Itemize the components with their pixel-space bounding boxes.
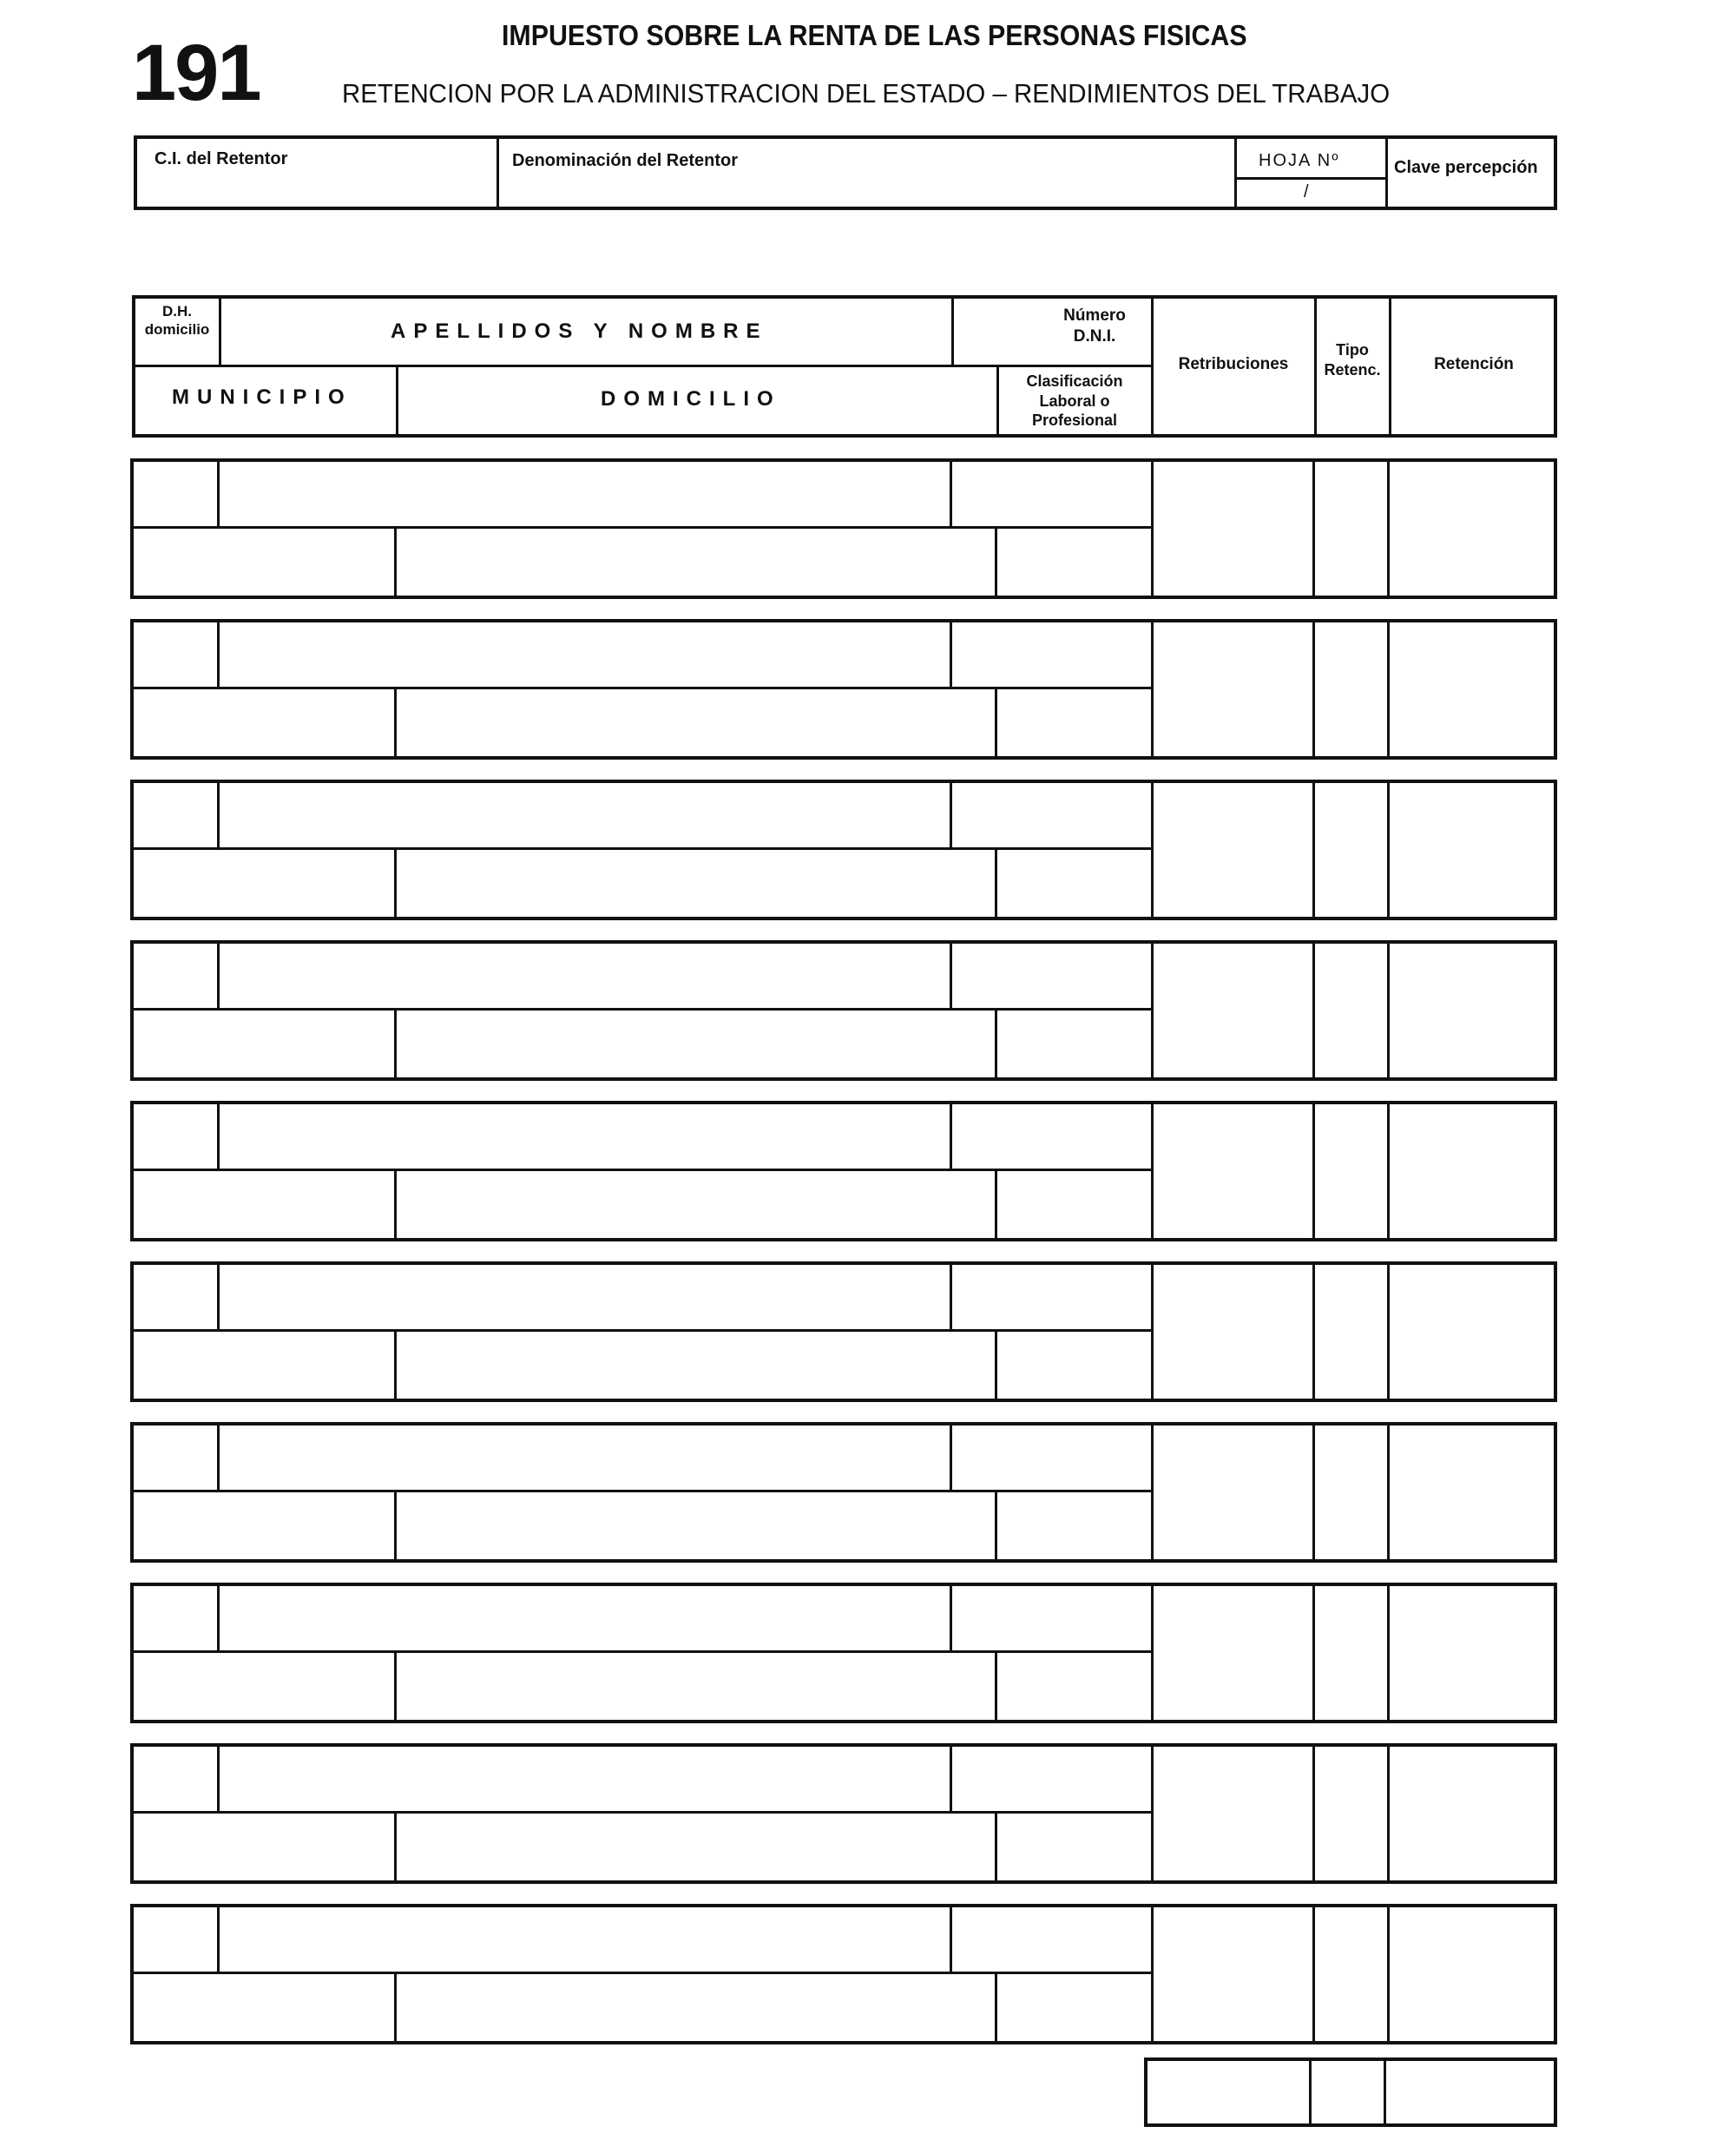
table-row bbox=[130, 1743, 1557, 1884]
retencion-field[interactable] bbox=[1391, 462, 1554, 596]
numero-dni-label: Número D.N.I. bbox=[1063, 306, 1126, 346]
table-row bbox=[130, 780, 1557, 920]
municipio-field[interactable] bbox=[134, 530, 392, 596]
municipio-field[interactable] bbox=[134, 851, 392, 917]
clasificacion-field[interactable] bbox=[998, 851, 1149, 917]
tipo-retencion-field[interactable] bbox=[1316, 783, 1385, 917]
clasificacion-field[interactable] bbox=[998, 1654, 1149, 1720]
dh-domicilio-label: D.H. domicilio bbox=[144, 303, 210, 339]
clasificacion-label: Clasificación Laboral o Profesional bbox=[1026, 372, 1123, 429]
table-row bbox=[130, 619, 1557, 760]
dh-domicilio-field[interactable] bbox=[134, 622, 215, 685]
retencion-field[interactable] bbox=[1391, 1907, 1554, 2041]
clasificacion-field[interactable] bbox=[998, 1493, 1149, 1559]
retenedor-box bbox=[134, 135, 1557, 210]
numero-dni-field[interactable] bbox=[953, 1586, 1149, 1649]
retencion-field[interactable] bbox=[1391, 1747, 1554, 1880]
apellidos-nombre-field[interactable] bbox=[220, 1747, 948, 1809]
numero-dni-field[interactable] bbox=[953, 783, 1149, 846]
tipo-retencion-field[interactable] bbox=[1316, 622, 1385, 756]
dh-domicilio-field[interactable] bbox=[134, 1104, 215, 1167]
numero-dni-field[interactable] bbox=[953, 1104, 1149, 1167]
numero-dni-field[interactable] bbox=[953, 1265, 1149, 1327]
clasificacion-field[interactable] bbox=[998, 1172, 1149, 1238]
domicilio-field[interactable] bbox=[398, 530, 993, 596]
numero-dni-field[interactable] bbox=[953, 944, 1149, 1006]
apellidos-nombre-field[interactable] bbox=[220, 944, 948, 1006]
clasificacion-field[interactable] bbox=[998, 530, 1149, 596]
form-title: IMPUESTO SOBRE LA RENTA DE LAS PERSONAS FISICAS bbox=[502, 19, 1247, 51]
retencion-field[interactable] bbox=[1391, 783, 1554, 917]
clasificacion-field[interactable] bbox=[998, 690, 1149, 756]
apellidos-nombre-field[interactable] bbox=[220, 783, 948, 846]
tipo-retencion-field[interactable] bbox=[1316, 944, 1385, 1077]
dh-domicilio-field[interactable] bbox=[134, 944, 215, 1006]
tipo-retencion-field[interactable] bbox=[1316, 1265, 1385, 1399]
tipo-retencion-field[interactable] bbox=[1316, 1425, 1385, 1559]
hoja-label: HOJA Nº bbox=[1259, 151, 1340, 170]
form-subtitle: RETENCION POR LA ADMINISTRACION DEL ESTADO – RENDIMIENTOS DEL TRABAJO bbox=[342, 78, 1391, 109]
retencion-field[interactable] bbox=[1391, 622, 1554, 756]
ci-retenedor-field[interactable] bbox=[137, 174, 493, 207]
municipio-field[interactable] bbox=[134, 1654, 392, 1720]
domicilio-field[interactable] bbox=[398, 851, 993, 917]
domicilio-field[interactable] bbox=[398, 1011, 993, 1077]
municipio-field[interactable] bbox=[134, 1975, 392, 2041]
form-number: 191 bbox=[132, 29, 260, 117]
domicilio-field[interactable] bbox=[398, 1654, 993, 1720]
hoja-value: / bbox=[1304, 182, 1309, 201]
apellidos-nombre-field[interactable] bbox=[220, 1265, 948, 1327]
retencion-field[interactable] bbox=[1391, 1265, 1554, 1399]
table-row bbox=[130, 458, 1557, 599]
municipio-field[interactable] bbox=[134, 1333, 392, 1399]
dh-domicilio-field[interactable] bbox=[134, 1907, 215, 1970]
tipo-retencion-field[interactable] bbox=[1316, 1907, 1385, 2041]
table-row bbox=[130, 1261, 1557, 1402]
retencion-field[interactable] bbox=[1391, 1104, 1554, 1238]
domicilio-field[interactable] bbox=[398, 1493, 993, 1559]
denominacion-retenedor-field[interactable] bbox=[500, 174, 1231, 207]
numero-dni-field[interactable] bbox=[953, 1747, 1149, 1809]
retribuciones-field[interactable] bbox=[1154, 1747, 1311, 1880]
municipio-label: MUNICIPIO bbox=[172, 385, 352, 409]
apellidos-nombre-field[interactable] bbox=[220, 1104, 948, 1167]
clasificacion-field[interactable] bbox=[998, 1975, 1149, 2041]
retencion-field[interactable] bbox=[1391, 944, 1554, 1077]
tipo-retencion-label: Tipo Retenc. bbox=[1324, 341, 1381, 379]
dh-domicilio-field[interactable] bbox=[134, 1747, 215, 1809]
table-header bbox=[132, 295, 1557, 438]
clave-percepcion-field[interactable] bbox=[1389, 177, 1554, 207]
municipio-field[interactable] bbox=[134, 1493, 392, 1559]
retribuciones-field[interactable] bbox=[1154, 783, 1311, 917]
table-row bbox=[130, 1422, 1557, 1563]
denominacion-retenedor-label: Denominación del Retentor bbox=[512, 151, 739, 170]
ci-retenedor-label: C.I. del Retentor bbox=[155, 149, 288, 168]
domicilio-field[interactable] bbox=[398, 1975, 993, 2041]
retencion-field[interactable] bbox=[1391, 1586, 1554, 1720]
apellidos-nombre-label: APELLIDOS Y NOMBRE bbox=[391, 319, 768, 343]
retencion-field[interactable] bbox=[1391, 1425, 1554, 1559]
municipio-field[interactable] bbox=[134, 1172, 392, 1238]
retribuciones-field[interactable] bbox=[1154, 1907, 1311, 2041]
numero-dni-field[interactable] bbox=[953, 622, 1149, 685]
retencion-label: Retención bbox=[1434, 355, 1514, 373]
domicilio-field[interactable] bbox=[398, 1333, 993, 1399]
apellidos-nombre-field[interactable] bbox=[220, 1907, 948, 1970]
domicilio-field[interactable] bbox=[398, 690, 993, 756]
table-row bbox=[130, 940, 1557, 1081]
retribuciones-field[interactable] bbox=[1154, 944, 1311, 1077]
retribuciones-field[interactable] bbox=[1154, 1265, 1311, 1399]
total-tipo-field[interactable] bbox=[1312, 2061, 1382, 2123]
dh-domicilio-field[interactable] bbox=[134, 462, 215, 524]
numero-dni-field[interactable] bbox=[953, 1907, 1149, 1970]
municipio-field[interactable] bbox=[134, 1011, 392, 1077]
totals-row bbox=[1144, 2058, 1557, 2127]
tipo-retencion-field[interactable] bbox=[1316, 1104, 1385, 1238]
municipio-field[interactable] bbox=[134, 1814, 392, 1880]
apellidos-nombre-field[interactable] bbox=[220, 1586, 948, 1649]
domicilio-field[interactable] bbox=[398, 1814, 993, 1880]
numero-dni-field[interactable] bbox=[953, 462, 1149, 524]
tipo-retencion-field[interactable] bbox=[1316, 1747, 1385, 1880]
dh-domicilio-field[interactable] bbox=[134, 1265, 215, 1327]
municipio-field[interactable] bbox=[134, 690, 392, 756]
retribuciones-label: Retribuciones bbox=[1178, 355, 1289, 373]
tipo-retencion-field[interactable] bbox=[1316, 462, 1385, 596]
clasificacion-field[interactable] bbox=[998, 1814, 1149, 1880]
clave-percepcion-label: Clave percepción bbox=[1394, 158, 1538, 177]
dh-domicilio-field[interactable] bbox=[134, 1586, 215, 1649]
apellidos-nombre-field[interactable] bbox=[220, 1425, 948, 1488]
tipo-retencion-field[interactable] bbox=[1316, 1586, 1385, 1720]
dh-domicilio-field[interactable] bbox=[134, 1425, 215, 1488]
retribuciones-field[interactable] bbox=[1154, 1425, 1311, 1559]
retribuciones-field[interactable] bbox=[1154, 622, 1311, 756]
table-row bbox=[130, 1904, 1557, 2044]
dh-domicilio-field[interactable] bbox=[134, 783, 215, 846]
total-retencion-field[interactable] bbox=[1387, 2061, 1554, 2123]
clasificacion-field[interactable] bbox=[998, 1011, 1149, 1077]
numero-dni-field[interactable] bbox=[953, 1425, 1149, 1488]
retribuciones-field[interactable] bbox=[1154, 1104, 1311, 1238]
retribuciones-field[interactable] bbox=[1154, 462, 1311, 596]
domicilio-field[interactable] bbox=[398, 1172, 993, 1238]
apellidos-nombre-field[interactable] bbox=[220, 622, 948, 685]
retribuciones-field[interactable] bbox=[1154, 1586, 1311, 1720]
total-retribuciones-field[interactable] bbox=[1147, 2061, 1307, 2123]
domicilio-label: DOMICILIO bbox=[601, 387, 781, 411]
clasificacion-field[interactable] bbox=[998, 1333, 1149, 1399]
table-row bbox=[130, 1101, 1557, 1241]
apellidos-nombre-field[interactable] bbox=[220, 462, 948, 524]
table-row bbox=[130, 1583, 1557, 1723]
